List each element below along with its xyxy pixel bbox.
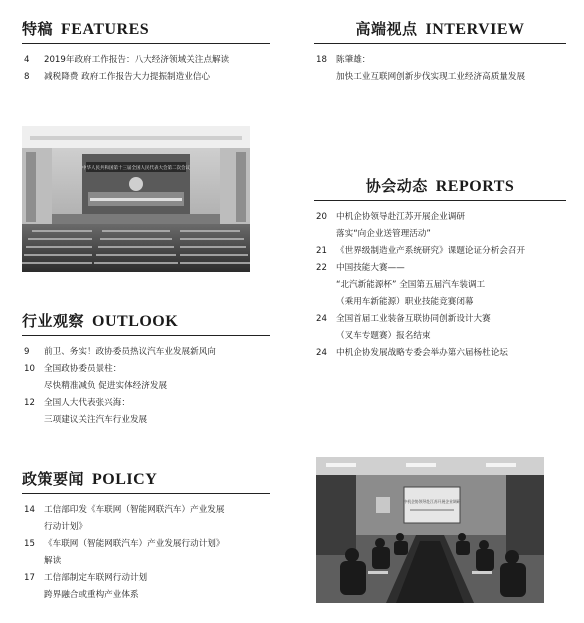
meeting-photo	[316, 457, 544, 603]
interview-title-cn: 高端视点	[355, 20, 418, 38]
entry-title: 陈肇雄：	[336, 55, 371, 65]
toc-entry[interactable]	[22, 52, 270, 69]
great-hall-photo	[22, 126, 250, 272]
entry-title: （叉车专题赛）报名结束	[336, 331, 431, 341]
entry-title: 落实“向企业送管理活动”	[336, 229, 431, 239]
features-title-en: FEATURES	[61, 21, 150, 38]
entry-title: 中国技能大赛——	[336, 263, 405, 273]
page-number: 20	[316, 212, 327, 222]
page-number: 22	[316, 263, 327, 273]
entry-title: 全国首届工业装备互联协同创新设计大赛	[336, 314, 491, 324]
toc-entry[interactable]	[22, 536, 270, 570]
outlook-heading	[22, 310, 270, 336]
toc-entry[interactable]	[22, 502, 270, 536]
page-number: 17	[24, 573, 35, 583]
features-title-cn: 特稿	[22, 20, 54, 38]
entry-title: 加快工业互联网创新步伐实现工业经济高质量发展	[336, 72, 526, 82]
toc-entry[interactable]	[314, 243, 566, 260]
interview-heading	[314, 18, 566, 44]
page-number: 15	[24, 539, 35, 549]
entry-title: （乘用车新能源）职业技能竞赛闭幕	[336, 297, 474, 307]
page-number: 10	[24, 364, 35, 374]
policy-section	[22, 468, 270, 604]
page-number: 8	[24, 72, 30, 82]
reports-heading	[314, 175, 566, 201]
policy-title-en: POLICY	[92, 471, 158, 488]
entry-title: “北汽新能源杯” 全国第五届汽车装调工	[336, 280, 486, 290]
toc-entry[interactable]	[22, 395, 270, 429]
page-number: 12	[24, 398, 35, 408]
toc-entry[interactable]	[314, 260, 566, 311]
interview-title-en: INTERVIEW	[425, 21, 525, 38]
entry-title: 工信部印发《车联网（智能网联汽车）产业发展	[44, 505, 225, 515]
entry-title: 行动计划》	[44, 522, 87, 532]
entry-title: 跨界融合或重构产业体系	[44, 590, 139, 600]
page-number: 14	[24, 505, 35, 515]
entry-title: 2019年政府工作报告：八大经济领域关注点解读	[44, 55, 230, 65]
reports-section	[314, 175, 566, 362]
page-number: 9	[24, 347, 30, 357]
toc-entry[interactable]	[22, 570, 270, 604]
reports-title-cn: 协会动态	[365, 177, 428, 195]
policy-title-cn: 政策要闻	[22, 470, 85, 488]
page-number: 24	[316, 348, 327, 358]
meeting-screen-text: 中机企协领导赴江苏开展企业调研	[403, 499, 461, 504]
outlook-title-cn: 行业观察	[22, 312, 85, 330]
toc-entry[interactable]	[22, 361, 270, 395]
page-number: 4	[24, 55, 30, 65]
toc-entry[interactable]	[22, 344, 270, 361]
features-section	[22, 18, 270, 86]
policy-heading	[22, 468, 270, 494]
toc-entry[interactable]	[314, 52, 566, 86]
interview-section	[314, 18, 566, 86]
toc-entry[interactable]	[314, 311, 566, 345]
entry-title: 《车联网（智能网联汽车）产业发展行动计划》	[44, 539, 225, 549]
entry-title: 三项建议关注汽车行业发展	[44, 415, 148, 425]
entry-title: 中机企协领导赴江苏开展企业调研	[336, 212, 465, 222]
page-number: 24	[316, 314, 327, 324]
features-heading	[22, 18, 270, 44]
toc-entry[interactable]	[314, 345, 566, 362]
toc-entry[interactable]	[314, 209, 566, 243]
entry-title: 工信部制定车联网行动计划	[44, 573, 148, 583]
entry-title: 全国政协委员景柱：	[44, 364, 122, 374]
entry-title: 《世界级制造业产系统研究》课题论证分析会召开	[336, 246, 526, 256]
toc-entry[interactable]	[22, 69, 270, 86]
reports-title-en: REPORTS	[435, 178, 515, 195]
hall-banner-text: 中华人民共和国第十三届全国人民代表大会第二次会议	[82, 166, 190, 171]
outlook-section	[22, 310, 270, 429]
entry-title: 减税降费 政府工作报告大力提振制造业信心	[44, 72, 211, 82]
entry-title: 前卫、务实！政协委员热议汽车业发展新风向	[44, 347, 216, 357]
page-number: 18	[316, 55, 327, 65]
entry-title: 中机企协发展战略专委会举办第六届杨杜论坛	[336, 348, 508, 358]
entry-title: 解读	[44, 556, 62, 566]
meeting-image	[316, 457, 544, 603]
great-hall-image	[22, 126, 250, 272]
entry-title: 尽快精准减负 促进实体经济发展	[44, 381, 168, 391]
page-number: 21	[316, 246, 327, 256]
outlook-title-en: OUTLOOK	[92, 313, 179, 330]
entry-title: 全国人大代表张兴海：	[44, 398, 130, 408]
